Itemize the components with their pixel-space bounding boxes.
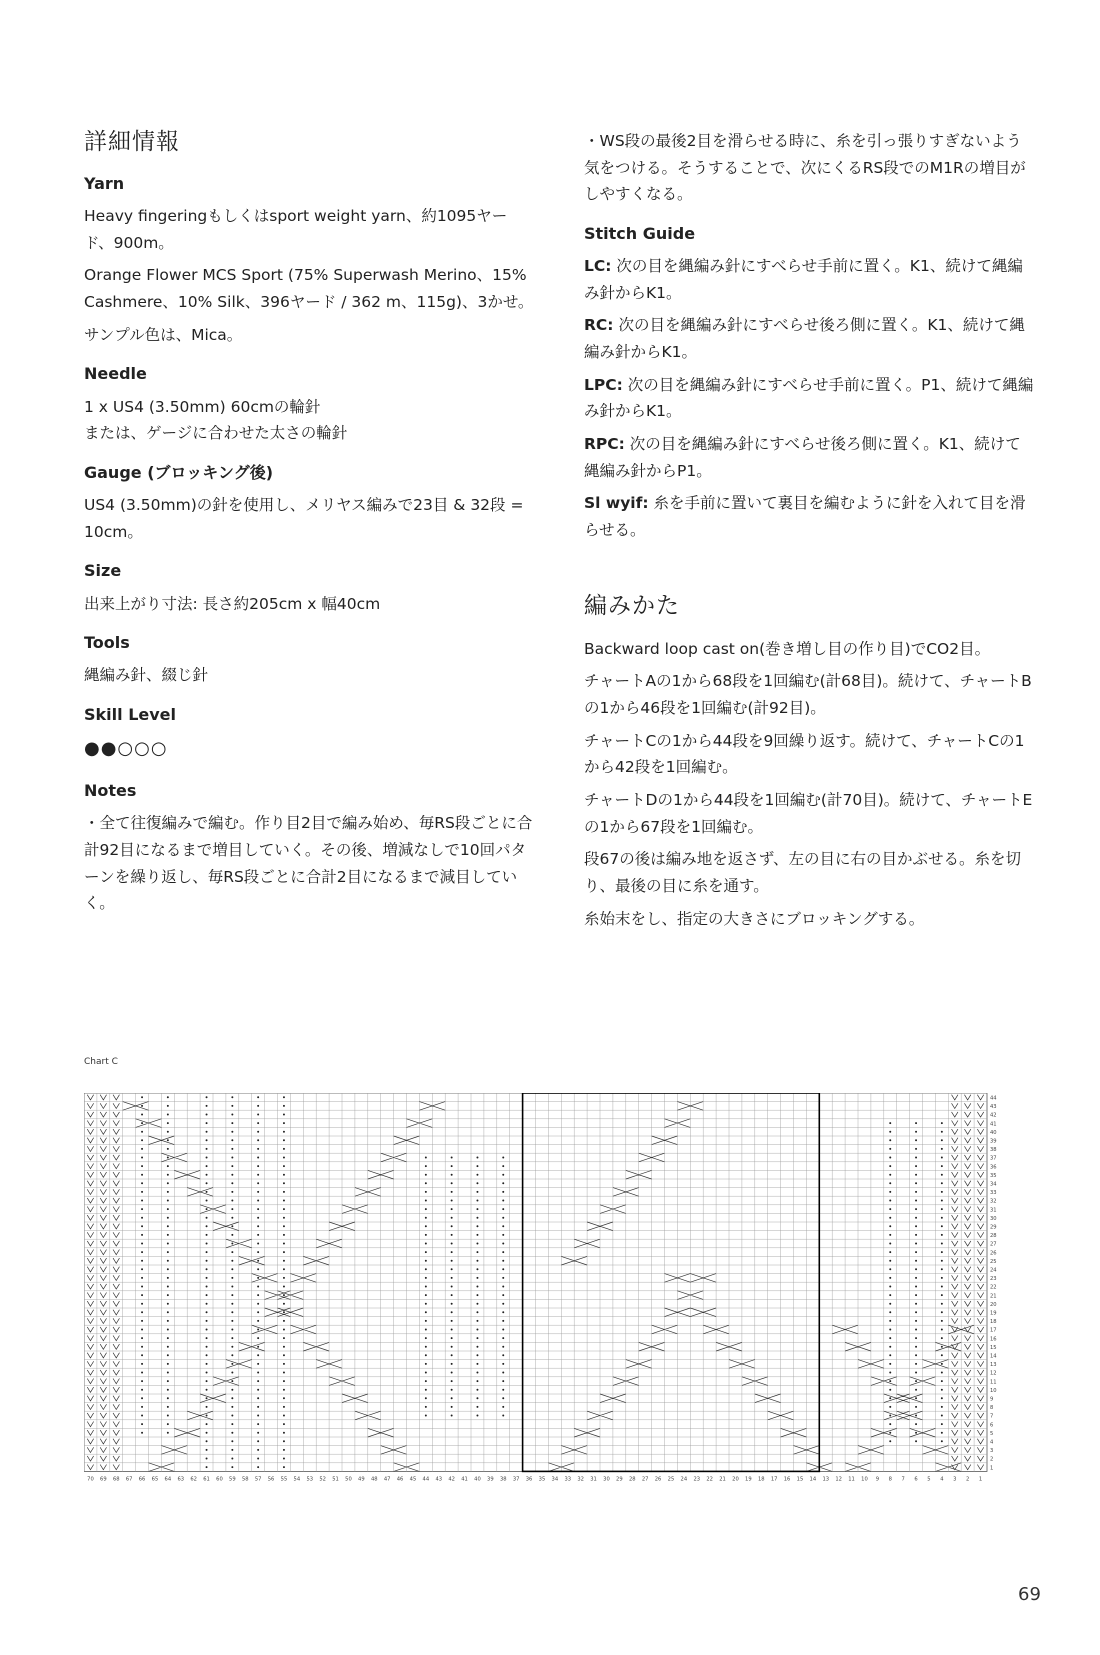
column-number: 63 (177, 1476, 185, 1483)
stitch-rc-desc: 次の目を縄編み針にすべらせ後ろ側に置く。K1、続けて縄編み針からK1。 (584, 316, 1025, 362)
column-number: 8 (888, 1476, 892, 1483)
row-number: 32 (990, 1198, 997, 1205)
notes-heading: Notes (84, 781, 137, 801)
row-number: 9 (990, 1396, 994, 1403)
stitch-lpc-desc: 次の目を縄編み針にすべらせ手前に置く。P1、続けて縄編み針からK1。 (584, 375, 1034, 421)
row-number: 30 (990, 1215, 997, 1222)
column-number: 28 (628, 1476, 636, 1483)
row-number: 6 (990, 1422, 994, 1429)
stitch-lc-term: LC: (584, 257, 612, 276)
row-number: 36 (990, 1164, 997, 1171)
skill-heading: Skill Level (84, 705, 176, 725)
stitch-lpc-term: LPC: (584, 375, 623, 394)
column-number: 46 (396, 1476, 404, 1483)
column-number: 4 (940, 1476, 944, 1483)
column-number: 16 (783, 1476, 791, 1483)
right-column (584, 128, 1034, 938)
column-number: 9 (875, 1476, 880, 1483)
column-number: 44 (422, 1476, 430, 1483)
column-number: 36 (525, 1476, 533, 1483)
column-number: 58 (241, 1476, 249, 1483)
stitch-sl-wyif (584, 490, 1034, 543)
stitch-sl-term: Sl wyif: (584, 494, 649, 513)
row-number: 19 (990, 1310, 997, 1317)
row-number: 35 (990, 1172, 997, 1179)
needle-text-2: または、ゲージに合わせた太さの輪針 (84, 424, 348, 443)
row-number: 24 (990, 1267, 997, 1274)
row-number: 3 (990, 1448, 994, 1455)
stitch-rpc-desc: 次の目を縄編み針にすべらせ後ろ側に置く。K1、続けて縄編み針からP1。 (584, 435, 1021, 480)
column-number: 27 (641, 1476, 649, 1483)
yarn-text-1: Heavy fingeringもしくはsport weight yarn、約1095ヤード、900m。 (84, 207, 508, 252)
column-number: 30 (603, 1476, 610, 1483)
column-number: 57 (254, 1476, 262, 1483)
notes-text-1: ・全て往復編みで編む。作り目2目で編み始め、毎RS段ごとに合計92目になるまで増目していく。その後、増減なしで10回パターンを繰り返し、毎RS段ごとに合計2目になるまで減目していく。 (84, 814, 533, 913)
column-number: 3 (953, 1476, 957, 1483)
column-number: 12 (835, 1476, 842, 1483)
column-number: 45 (409, 1476, 417, 1483)
column-number: 33 (564, 1476, 572, 1483)
column-number: 34 (551, 1476, 559, 1483)
column-number: 40 (474, 1476, 481, 1483)
column-number: 15 (796, 1476, 804, 1483)
needle-heading: Needle (84, 364, 147, 384)
row-number: 11 (990, 1379, 997, 1386)
column-number: 66 (138, 1476, 146, 1483)
stitch-sl-desc: 糸を手前に置いて裏目を編むように針を入れて目を滑らせる。 (584, 494, 1026, 540)
row-number: 25 (990, 1258, 997, 1265)
row-number: 33 (990, 1190, 997, 1197)
yarn-heading: Yarn (84, 173, 125, 193)
section-title-details: 詳細情報 (84, 129, 180, 155)
row-number: 5 (990, 1430, 994, 1437)
yarn-text-2: Orange Flower MCS Sport (75% Superwash Merino、15% Cashmere、10% Silk、396ヤード / 362 m、115g)、3かせ。 (84, 266, 534, 312)
column-number: 69 (100, 1476, 107, 1483)
row-number: 22 (990, 1284, 997, 1291)
column-number: 48 (370, 1476, 378, 1483)
size-heading: Size (84, 561, 122, 581)
row-number: 14 (990, 1353, 997, 1360)
column-number: 56 (267, 1476, 275, 1483)
row-number: 15 (990, 1344, 997, 1351)
column-number: 10 (861, 1476, 868, 1483)
row-number: 10 (990, 1387, 997, 1394)
stitch-lpc (584, 372, 1034, 425)
column-number: 23 (693, 1476, 701, 1483)
method-step-3: チャートCの1から44段を9回繰り返す。続けて、チャートCの1から42段を1回編む。 (584, 731, 1025, 777)
stitch-rpc (584, 431, 1034, 484)
column-number: 29 (616, 1476, 623, 1483)
column-number: 59 (229, 1476, 236, 1483)
column-number: 7 (901, 1476, 905, 1483)
column-number: 37 (512, 1476, 520, 1483)
column-number: 39 (487, 1476, 494, 1483)
row-number: 18 (990, 1319, 997, 1326)
column-number: 5 (927, 1476, 931, 1483)
column-number: 17 (770, 1476, 778, 1483)
column-number: 19 (745, 1476, 752, 1483)
row-number: 16 (990, 1336, 997, 1343)
stitch-rc (584, 312, 1034, 365)
column-number: 68 (112, 1476, 120, 1483)
column-number: 43 (435, 1476, 443, 1483)
left-column (84, 128, 534, 923)
row-number: 12 (990, 1370, 997, 1377)
stitch-rpc-term: RPC: (584, 435, 625, 454)
chart-label: Chart C (84, 1057, 118, 1067)
section-title-method: 編みかた (584, 592, 680, 619)
method-step-4: チャートDの1から44段を1回編む(計70目)。続けて、チャートEの1から67段を1回編む。 (584, 790, 1033, 836)
row-number: 28 (990, 1233, 997, 1240)
column-number: 60 (216, 1476, 223, 1483)
row-number: 1 (990, 1465, 994, 1472)
page-number: 69 (1018, 1584, 1041, 1605)
column-number: 64 (164, 1476, 172, 1483)
stitch-lc-desc: 次の目を縄編み針にすべらせ手前に置く。K1、続けて縄編み針からK1。 (584, 257, 1023, 302)
row-number: 4 (990, 1439, 994, 1446)
column-number: 11 (848, 1476, 855, 1483)
row-number: 34 (990, 1181, 997, 1188)
column-number: 13 (822, 1476, 830, 1483)
row-number: 13 (990, 1362, 997, 1369)
stitch-lc (584, 253, 1034, 306)
row-number: 39 (990, 1138, 997, 1145)
column-number: 50 (345, 1476, 352, 1483)
column-number: 22 (706, 1476, 713, 1483)
stitch-rc-term: RC: (584, 316, 614, 335)
row-number: 2 (990, 1456, 994, 1463)
row-number: 20 (990, 1301, 997, 1308)
column-number: 24 (680, 1476, 688, 1483)
column-number: 1 (978, 1476, 983, 1483)
knitting-chart (84, 1093, 1044, 1517)
column-number: 67 (125, 1476, 133, 1483)
row-number: 29 (990, 1224, 997, 1231)
tools-text: 縄編み針、綴じ針 (84, 666, 209, 685)
column-number: 18 (757, 1476, 765, 1483)
method-step-2: チャートAの1から68段を1回編む(計68目)。続けて、チャートBの1から46段を1回編む(計92目)。 (584, 672, 1032, 717)
row-number: 26 (990, 1250, 997, 1257)
column-number: 65 (151, 1476, 159, 1483)
tools-heading: Tools (84, 633, 130, 653)
column-number: 49 (358, 1476, 365, 1483)
column-number: 54 (293, 1476, 301, 1483)
column-number: 61 (203, 1476, 210, 1483)
row-number: 44 (990, 1095, 997, 1102)
stitch-guide-heading: Stitch Guide (584, 223, 696, 243)
column-number: 47 (383, 1476, 391, 1483)
column-number: 35 (538, 1476, 546, 1483)
column-number: 41 (461, 1476, 468, 1483)
skill-level-dots: ●●○○○ (84, 738, 168, 760)
column-number: 25 (667, 1476, 675, 1483)
row-number: 7 (990, 1413, 994, 1420)
column-number: 26 (654, 1476, 662, 1483)
row-number: 42 (990, 1112, 997, 1119)
row-number: 43 (990, 1104, 997, 1111)
method-step-6: 糸始末をし、指定の大きさにブロッキングする。 (584, 909, 925, 928)
row-number: 8 (990, 1405, 994, 1412)
row-number: 27 (990, 1241, 997, 1248)
method-step-5: 段67の後は編み地を返さず、左の目に右の目かぶせる。糸を切り、最後の目に糸を通す。 (584, 850, 1021, 895)
column-number: 32 (577, 1476, 584, 1483)
row-number: 37 (990, 1155, 997, 1162)
column-number: 6 (914, 1476, 918, 1483)
row-number: 41 (990, 1121, 997, 1128)
column-number: 53 (306, 1476, 314, 1483)
column-number: 42 (448, 1476, 455, 1483)
gauge-text: US4 (3.50mm)の針を使用し、メリヤス編みで23目 & 32段 = 10cm。 (84, 496, 524, 541)
row-number: 38 (990, 1147, 997, 1154)
row-number: 40 (990, 1129, 997, 1136)
row-number: 31 (990, 1207, 997, 1214)
column-number: 20 (732, 1476, 739, 1483)
column-number: 55 (280, 1476, 288, 1483)
gauge-heading: Gauge (ブロッキング後) (84, 462, 274, 482)
needle-text-1: 1 x US4 (3.50mm) 60cmの輪針 (84, 397, 321, 416)
method-step-1: Backward loop cast on(巻き増し目の作り目)でCO2目。 (584, 639, 991, 658)
column-number: 14 (809, 1476, 817, 1483)
size-text: 出来上がり寸法: 長さ約205cm x 幅40cm (84, 594, 381, 613)
column-number: 51 (332, 1476, 339, 1483)
column-number: 31 (590, 1476, 597, 1483)
row-number: 21 (990, 1293, 997, 1300)
column-number: 2 (965, 1476, 970, 1483)
column-number: 21 (719, 1476, 726, 1483)
column-number: 38 (499, 1476, 507, 1483)
notes-text-2: ・WS段の最後2目を滑らせる時に、糸を引っ張りすぎないよう気をつける。そうすることで、次にくるRS段でのM1Rの増目がしやすくなる。 (584, 132, 1026, 204)
chart-grid-svg (84, 1093, 1044, 1513)
row-number: 23 (990, 1276, 997, 1283)
column-number: 70 (87, 1476, 94, 1483)
column-number: 52 (319, 1476, 326, 1483)
yarn-text-3: サンプル色は、Mica。 (84, 325, 243, 344)
column-number: 62 (190, 1476, 197, 1483)
row-number: 17 (990, 1327, 997, 1334)
